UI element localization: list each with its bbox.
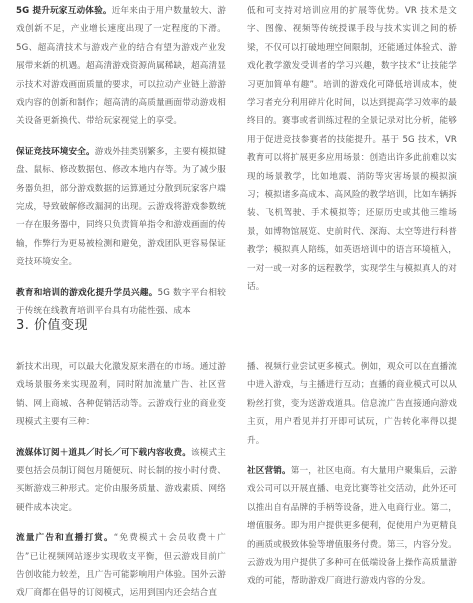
bottom-left-column [16, 358, 226, 603]
paragraph-body: 5G 数字平台相较于传统在线教育培训平台具有功能性强、成本 [16, 287, 226, 317]
paragraph-heading: 教育和培训的游戏化提升学员兴趣。 [16, 287, 158, 298]
paragraph-competitive-security [16, 143, 226, 272]
top-right-column [247, 2, 457, 297]
paragraph-body: 游戏外挂类别繁多，主要有模拟键盘、鼠标、修改数据包、修改本地内存等。为了减少服务器负担，部分游戏数据的运算通过分散到玩家客户端完成，导致破解修改漏洞的出现。云游戏将游戏参数统一存在服务器中，同终只负责简单指令和游戏画面的传输，作弊行为更易被检测和避免，游戏团队更容易保证竞技环境安全。 [16, 146, 226, 268]
paragraph-5g-interaction [16, 2, 226, 131]
paragraph-heading: 保证竞技环境安全。 [16, 146, 95, 157]
section-heading-value-realization: 3. 价值变现 [16, 318, 89, 333]
paragraph-subscription-model [16, 444, 226, 518]
paragraph-body: 新技术出现，可以最大化激发原来潜在的市场。通过游戏场景服务来实现盈利，同时附加流量广告、社区营销、网上商城、各种促销活动等。云游戏行业的商业变现模式主要有三种： [16, 362, 226, 428]
paragraph-body: 第一，社区电商。有大量用户聚集后，云游戏公司可以开展直播、电竞比赛等社交活动，此外还可以推出自有品牌的手柄等设备，进入电商行业。第二，增值服务。即为用户提供更多便利，促使用户为更精良的画质或极致体验等增值服务付费。第三，内容分发。云游戏为用户提供了多种可在低端设备上操作高质量游戏的可能，帮助游戏厂商进行游戏内容的分发。 [247, 466, 457, 587]
paragraph-body: 低和可支持对培训应用的扩展等优势。VR 技术是文字、图像、视频等传统授课手段与技术实训之间的桥梁，不仅可以打破地理空间限制，还能通过体验式、游戏化教学激发受训者的学习兴趣，数字技术“让技能学习更加简单有趣”。培训的游戏化可降低培训成本，使学习者充分利用碎片化时间，以达到提高学习效率的最终目的。赛事或者训练过程的全景记录对比分析，能够用于促进竞技参赛者的技能提升。基于 5G 技术，VR 教育可以将扩展更多应用场景：创造出许多此前难以实现的场景教学，比如地震、消防等灾害场景的模拟演习；模拟诸多高成本、高风险的教学培训，比如车辆拆装、飞机驾驶、手术模拟等；还原历史或其他三维场景，如博物馆展览、史前时代、深海、太空等进行科普教学；模拟真人陪练，如英语培训中的语言环境植入，一对一或一对多的远程教学，实现学生与模拟真人的对话。 [247, 6, 457, 293]
paragraph-education-gamification [16, 284, 226, 321]
paragraph-heading: 流媒体订阅＋道具／时长／可下载内容收费。 [16, 447, 191, 458]
top-left-column [16, 2, 226, 321]
paragraph-monetization-intro [16, 358, 226, 432]
paragraph-heading: 流量广告和直播打赏。 [16, 533, 114, 544]
paragraph-body: 近年来由于用户数量较大、游戏创新不足，产业增长速度出现了一定程度的下滑。5G、超高清技术与游戏产业的结合有望为游戏产业发展带来新的机遇。超高清游戏资源尚属稀缺，超高清显示技术对游戏画面质量的要求，可以拉动产业链上游游戏内容的创新和制作；超高清的高质量画面带动游戏相关设备更新换代、带给玩家视觉上的享受。 [16, 6, 227, 127]
paragraph-community-marketing [247, 462, 457, 591]
bottom-right-column [247, 358, 457, 591]
paragraph-heading: 5G 提升玩家互动体验。 [16, 6, 112, 16]
paragraph-body: “免费模式＋会员收费＋广告”已让视频网站逐步实现收支平衡，但云游戏目前广告创收能力较差，且广告可能影响用户体验。国外云游戏厂商都在倡导的订阅模式，运用到国内还会结合直 [16, 533, 226, 599]
paragraph-livestream-continued [247, 358, 457, 450]
paragraph-heading: 社区营销。 [247, 466, 291, 477]
paragraph-vr-education [247, 2, 457, 297]
paragraph-body: 该模式主要包括会员制订阅包月随便玩、时长制的按小时付费、买断游戏三种形式。定价由服务质量、游戏素质、网络硬件成本决定。 [16, 447, 226, 513]
paragraph-body: 播、视频行业尝试更多模式。例如，观众可以在直播流中进入游戏，与主播进行互动；直播的商业模式可以从粉丝打赏，变为送游戏道具。信息流广告直接通向游戏主页，用户看见并打开即可试玩，广告转化率得以提升。 [247, 362, 457, 446]
